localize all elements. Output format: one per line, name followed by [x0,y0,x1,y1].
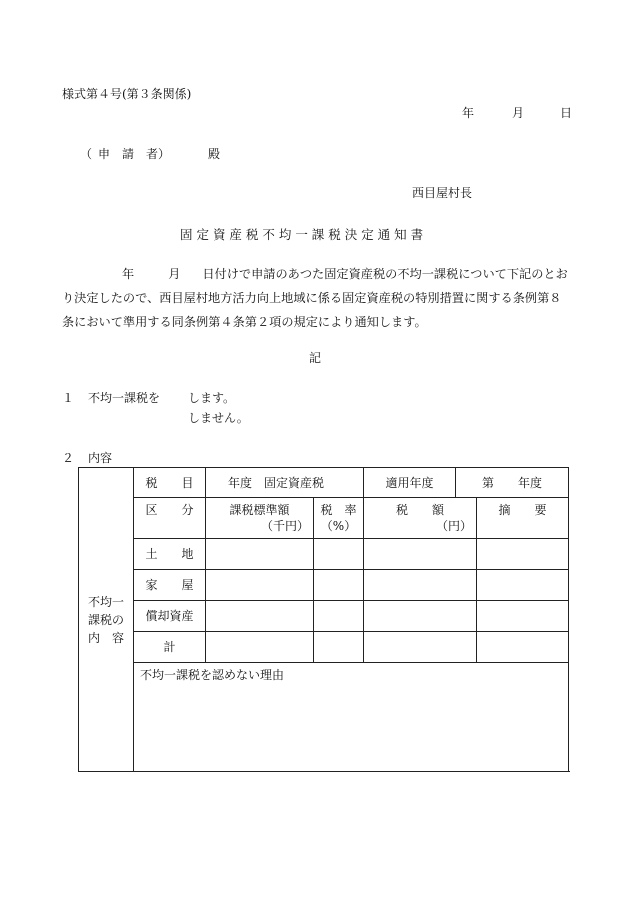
item-1-number: １ [62,391,75,405]
body-year: 年 [122,267,135,281]
ki-heading: 記 [309,351,322,365]
issuer-name: 西目屋村長 [412,186,473,200]
item-1-option-shimasen: しません。 [188,411,249,425]
side-label-line-1: 不均一 [87,594,124,609]
date-year: 年 [462,106,475,120]
table-row [79,468,569,498]
cell-total-amount [364,632,477,663]
body-paragraph [62,262,582,334]
row-label-land: 土 地 [134,539,206,570]
table-row [79,663,569,772]
row-label-house: 家 屋 [134,570,206,601]
row-label-total: 計 [134,632,206,663]
table-row [79,539,569,570]
table-row [79,632,569,663]
form-number: 様式第４号(第３条関係) [62,87,192,101]
tax-item-label: 税 目 [134,468,206,498]
apply-year-value: 第 年度 [456,468,569,498]
item-2-number: ２ [62,451,75,465]
date-day: 日 [560,106,573,120]
header-kubun: 区 分 [134,498,206,539]
cell-depreciable-rate [314,601,364,632]
side-label-cell [79,468,134,772]
header-rate-unit: （%） [320,519,357,533]
body-line-2: り決定したので、西目屋村地方活力向上地域に係る固定資産税の特別措置に関する条例第８ [62,291,562,305]
table-row [79,601,569,632]
header-rate-cell [314,498,364,539]
item-2-label: 内容 [88,451,113,465]
header-note: 摘 要 [477,498,569,539]
content-table [78,467,569,772]
document-title: 固 定 資 産 税 不 均 一 課 税 決 定 通 知 書 [180,227,424,242]
header-rate: 税 率 [320,503,357,517]
cell-total-note [477,632,569,663]
cell-depreciable-base [206,601,314,632]
side-label-line-3: 内 容 [87,630,124,645]
cell-depreciable-amount [364,601,477,632]
addressee-honorific: 殿 [208,147,221,161]
header-amount-unit: （円） [436,519,473,533]
side-label-line-2: 課税の [87,612,124,627]
body-line-1-rest: 日付けで申請のあつた固定資産税の不均一課税について下記のとお [202,267,568,281]
cell-house-amount [364,570,477,601]
cell-total-base [206,632,314,663]
cell-house-rate [314,570,364,601]
header-amount: 税 額 [396,503,445,517]
addressee-name: 申 請 者） [98,147,171,161]
item-1-label: 不均一課税を [88,391,161,405]
cell-land-note [477,539,569,570]
cell-land-rate [314,539,364,570]
table-row [79,570,569,601]
body-line-1 [62,262,582,286]
header-base: 課税標準額 [229,503,290,517]
header-base-cell [206,498,314,539]
body-line-3: 条において準用する同条例第４条第２項の規定により通知します。 [62,315,427,329]
date-month: 月 [512,106,525,120]
cell-land-base [206,539,314,570]
cell-house-base [206,570,314,601]
reason-cell [134,663,569,772]
table-header-row [79,498,569,539]
cell-total-rate [314,632,364,663]
tax-item-value: 年度 固定資産税 [206,468,364,498]
reason-label: 不均一課税を認めない理由 [140,668,285,682]
body-month: 月 [168,267,181,281]
addressee-open-paren: （ [80,147,93,161]
header-base-unit: （千円） [260,519,309,533]
cell-depreciable-note [477,601,569,632]
item-1-option-shimasu: します。 [188,391,236,405]
cell-house-note [477,570,569,601]
header-amount-cell [364,498,477,539]
row-label-depreciable: 償却資産 [134,601,206,632]
apply-year-label: 適用年度 [364,468,456,498]
cell-land-amount [364,539,477,570]
